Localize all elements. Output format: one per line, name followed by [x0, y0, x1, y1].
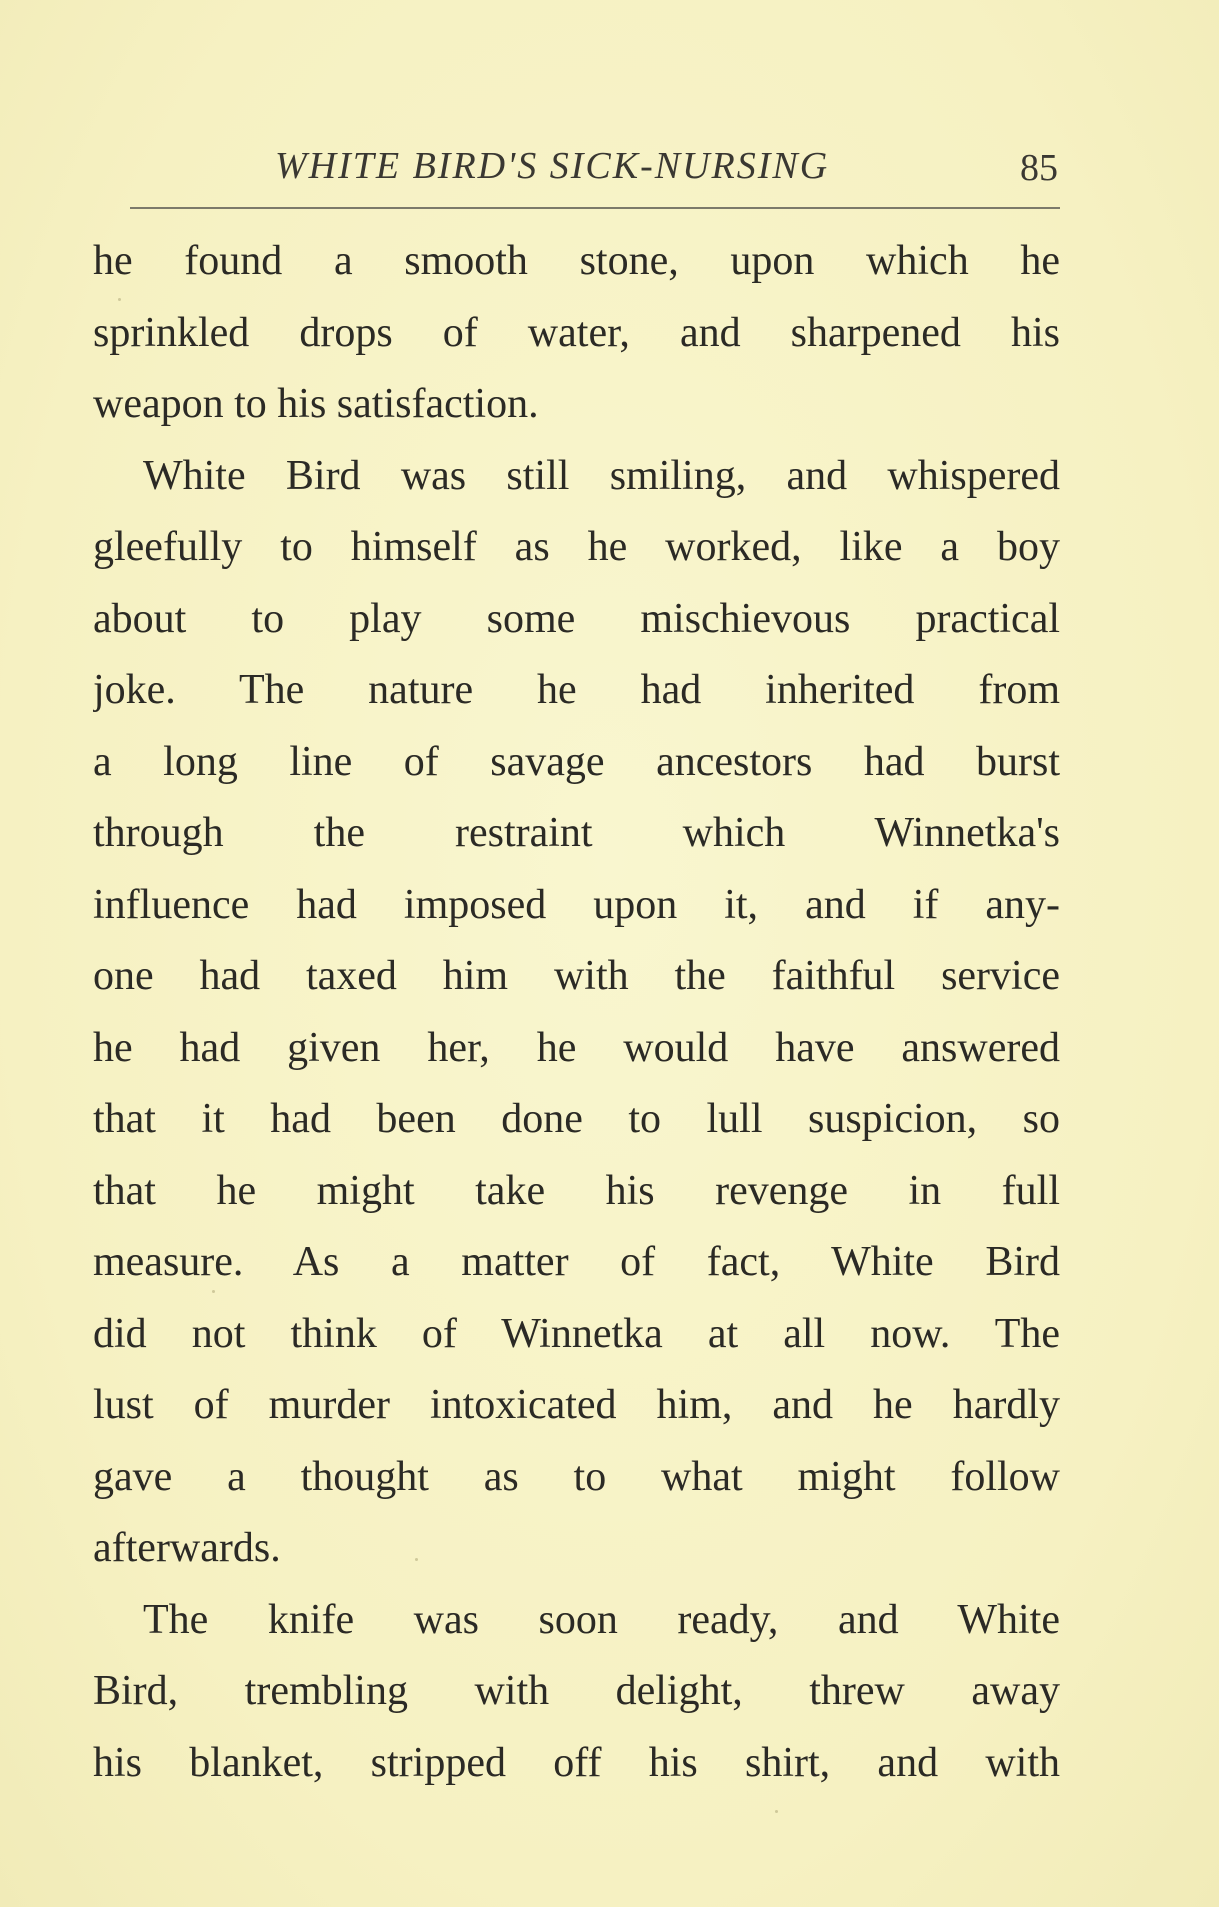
text-line: he had given her, he would have answered	[93, 1024, 1060, 1071]
text-line: did not think of Winnetka at all now. The	[93, 1310, 1060, 1357]
running-title: WHITE BIRD'S SICK-NURSING	[275, 145, 830, 187]
header-rule	[130, 207, 1060, 209]
text-line: his blanket, stripped off his shirt, and with	[93, 1739, 1060, 1786]
text-line: that he might take his revenge in full	[93, 1167, 1060, 1214]
text-line: Bird, trembling with delight, threw away	[93, 1668, 1060, 1714]
text-line: weapon to his satisfaction.	[93, 381, 539, 427]
paper-speck	[118, 298, 121, 301]
text-line: that it had been done to lull suspicion, so	[93, 1096, 1060, 1142]
body-text	[93, 226, 1060, 1799]
text-line: measure. As a matter of fact, White Bird	[93, 1239, 1060, 1285]
text-line: through the restraint which Winnetka's	[93, 810, 1060, 856]
paper-speck	[415, 1558, 418, 1561]
text-line: about to play some mischievous practical	[93, 595, 1060, 642]
text-line: lust of murder intoxicated him, and he hardly	[93, 1382, 1060, 1428]
text-line: The knife was soon ready, and White	[143, 1596, 1060, 1643]
paper-speck	[775, 1810, 778, 1813]
text-line: a long line of savage ancestors had burst	[93, 738, 1060, 785]
text-line: he found a smooth stone, upon which he	[93, 238, 1060, 284]
text-line: White Bird was still smiling, and whispered	[143, 452, 1060, 499]
text-line: joke. The nature he had inherited from	[93, 667, 1060, 713]
text-line: gave a thought as to what might follow	[93, 1453, 1060, 1500]
page-number: 85	[1020, 147, 1058, 189]
paper-speck	[212, 1290, 215, 1293]
text-line: one had taxed him with the faithful service	[93, 953, 1060, 999]
text-line: gleefully to himself as he worked, like a boy	[93, 524, 1060, 570]
text-line: influence had imposed upon it, and if any-	[93, 881, 1060, 928]
text-line: sprinkled drops of water, and sharpened his	[93, 309, 1060, 356]
text-line: afterwards.	[93, 1525, 281, 1571]
running-head	[130, 138, 1060, 198]
